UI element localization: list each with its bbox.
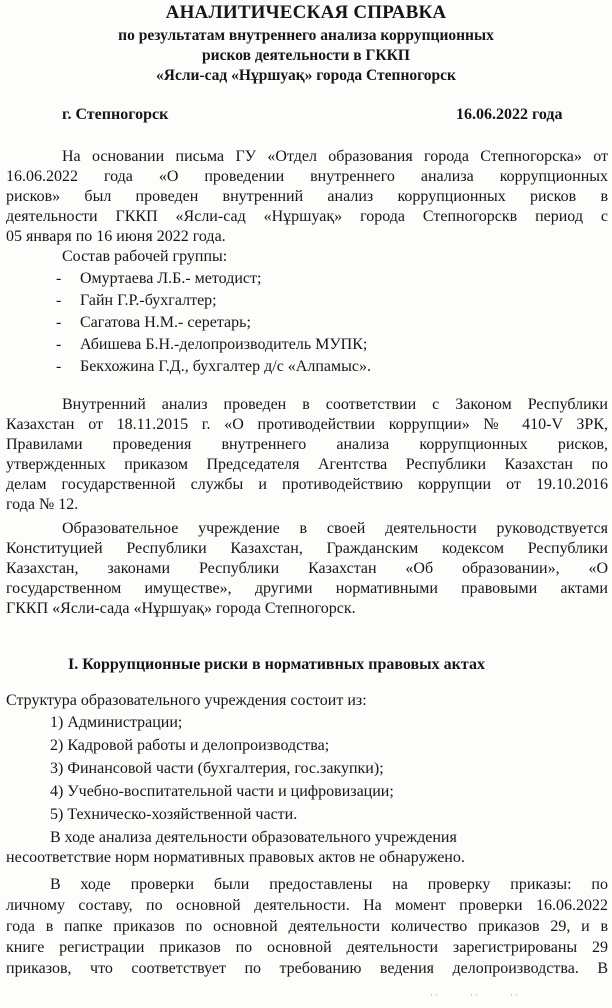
para2-line-4: утвержденных приказом Председателя Агентства Республики Казахстан по: [6, 456, 608, 473]
structure-item: 5) Техническо-хозяйственной части.: [50, 806, 298, 823]
para5-line-2: личному составу, по основной деятельности. На момент проверки 16.06.2022: [6, 897, 608, 914]
dash-marker: -: [56, 358, 62, 375]
structure-intro: Структура образовательного учреждения состоит из:: [6, 692, 367, 709]
dash-marker: -: [56, 314, 62, 331]
group-member: Гайн Г.Р.-бухгалтер;: [80, 292, 217, 309]
scan-speck: · ·: [470, 990, 479, 1000]
para1-line-2: 16.06.2022 года «О проведении внутреннего анализа коррупционных: [6, 168, 608, 185]
para4-line-2: несоответствие норм нормативных правовых актов не обнаружено.: [6, 849, 465, 866]
para1-line-4: деятельности ГККП «Ясли-сад «Нұршуақ» города Степногорскв период с: [6, 208, 608, 225]
scan-speck: · ·: [430, 990, 439, 1000]
document-date: 16.06.2022 года: [456, 106, 563, 123]
dash-marker: -: [56, 336, 62, 353]
para2-line-5: делам государственной службы и противодействию коррупции от 19.10.2016: [6, 476, 608, 493]
dash-marker: -: [56, 270, 62, 287]
para2-line-6: года № 12.: [6, 496, 79, 513]
structure-item: 1) Администрации;: [50, 714, 183, 731]
para4-line-1: В ходе анализа деятельности образовательного учреждения: [50, 829, 457, 846]
para1-line-5: 05 января по 16 июня 2022 года.: [6, 228, 226, 245]
group-member: Бекхожина Г.Д., бухгалтер д/с «Алпамыс».: [80, 358, 371, 375]
para2-line-2: Казахстан от 18.11.2015 г. «О противодействии коррупции» № 410-V ЗРК,: [6, 416, 608, 433]
scan-speck: · ·: [510, 990, 519, 1000]
dash-marker: -: [56, 292, 62, 309]
group-member: Омуртаева Л.Б.- методист;: [80, 270, 262, 287]
para2-line-1: Внутренний анализ проведен в соответствии с Законом Республики: [62, 396, 608, 413]
subtitle-line-2: рисков деятельности в ГККП: [202, 47, 410, 64]
para3-line-4: государственном имуществе», другими нормативными правовыми актами: [6, 580, 608, 597]
para3-line-2: Конституцией Республики Казахстан, Гражданским кодексом Республики: [6, 540, 608, 557]
para5-line-5: приказов, что соответствует по требованию ведения делопроизводства. В: [6, 960, 608, 977]
subtitle-line-1: по результатам внутреннего анализа коррупционных: [118, 27, 494, 44]
group-member: Абишева Б.Н.-делопроизводитель МУПК;: [80, 336, 368, 353]
para1-line-1: На основании письма ГУ «Отдел образования города Степногорска» от: [62, 148, 608, 165]
document-title: АНАЛИТИЧЕСКАЯ СПРАВКА: [165, 2, 447, 23]
para3-line-1: Образовательное учреждение в своей деятельности руководствуется: [62, 520, 608, 537]
place: г. Степногорск: [62, 106, 169, 123]
para5-line-4: книге регистрации приказов по основной деятельности зарегистрированы 29: [6, 939, 608, 956]
group-title: Состав рабочей группы:: [62, 248, 228, 265]
para5-line-1: В ходе проверки были предоставлены на проверку приказы: по: [50, 876, 608, 893]
structure-item: 3) Финансовой части (бухгалтерия, гос.закупки);: [50, 760, 384, 777]
structure-item: 2) Кадровой работы и делопроизводства;: [50, 737, 330, 754]
section-1-title: I. Коррупционные риски в нормативных правовых актах: [68, 656, 485, 673]
structure-item: 4) Учебно-воспитательной части и цифровизации;: [50, 783, 394, 800]
para5-line-3: года в папке приказов по основной деятельности количество приказов 29, и в: [6, 918, 608, 935]
para3-line-3: Казахстан, законами Республики Казахстан «Об образовании», «О: [6, 560, 608, 577]
group-member: Сагатова Н.М.- серетарь;: [80, 314, 251, 331]
para1-line-3: рисков» был проведен внутренний анализ коррупционных рисков в: [6, 188, 608, 205]
subtitle-line-3: «Ясли-сад «Нұршуақ» города Степногорск: [156, 67, 456, 84]
para3-line-5: ГККП «Ясли-сада «Нұршуақ» города Степногорск.: [6, 600, 356, 617]
para2-line-3: Правилами проведения внутреннего анализа коррупционных рисков,: [6, 436, 608, 453]
